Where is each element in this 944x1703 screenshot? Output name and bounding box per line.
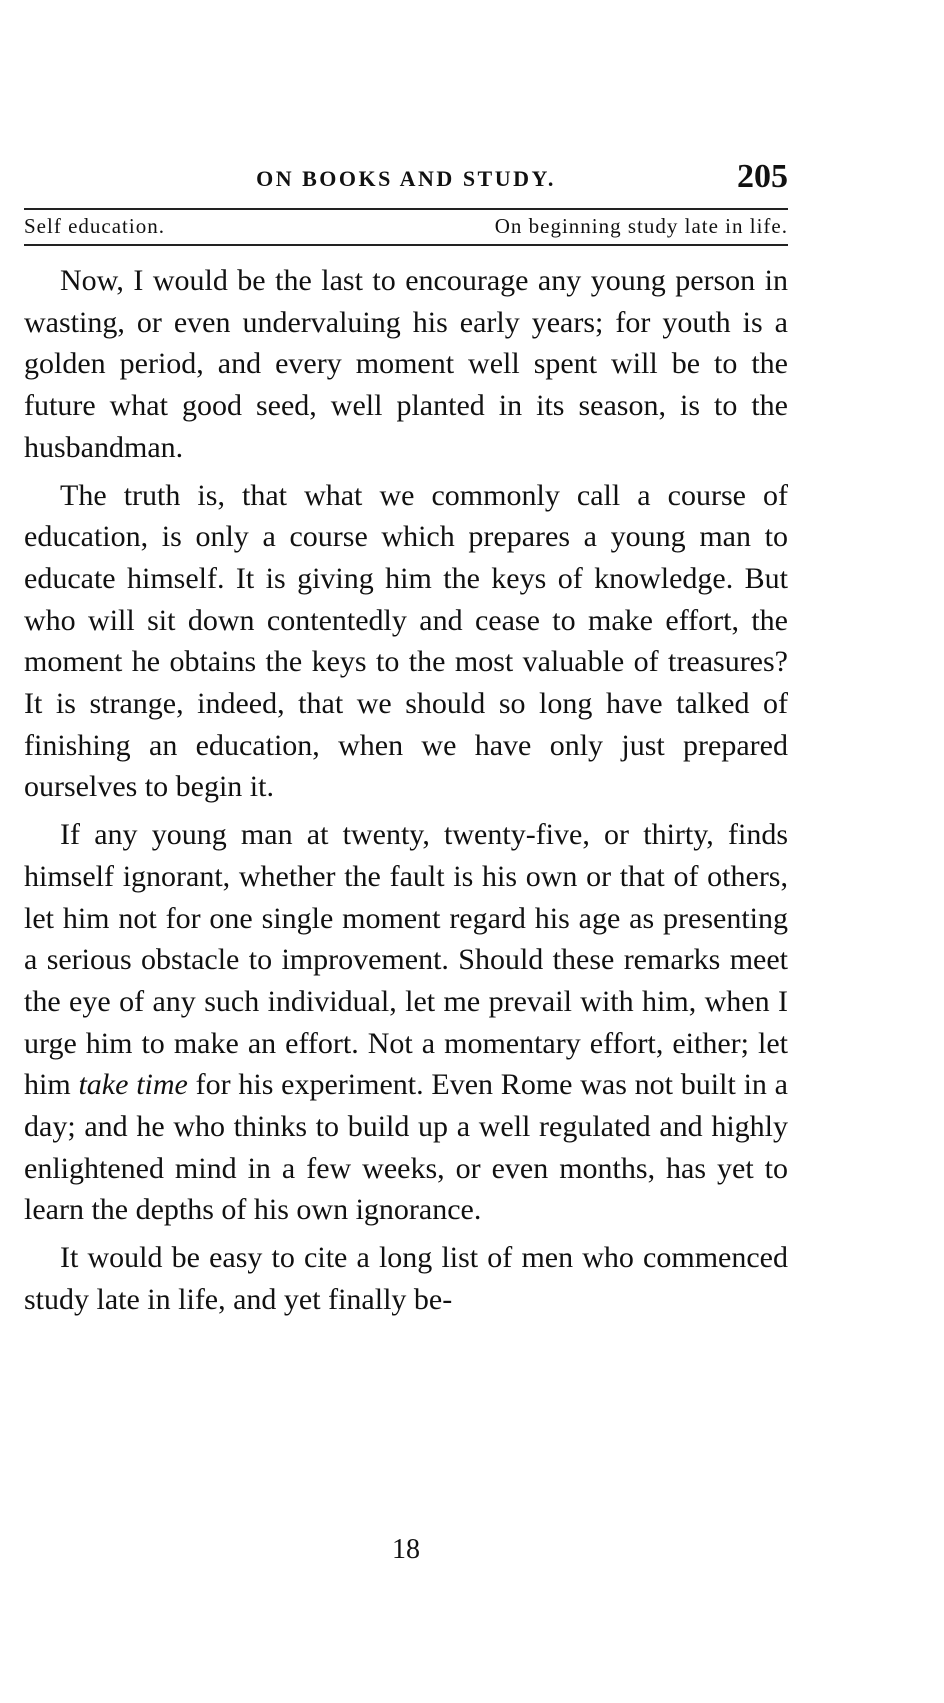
signature-mark: 18 (392, 1534, 420, 1565)
paragraph-1: Now, I would be the last to encourage any young person in wasting, or even undervaluing his early years; for youth is a golden period, and every moment well spent will be to the future what good seed, well planted in its season, is to the husbandman. (24, 264, 788, 464)
left-subhead: Self education. (24, 214, 165, 238)
running-head-title: ON BOOKS AND STUDY. (256, 166, 556, 191)
page-number: 205 (737, 158, 788, 195)
body-text (24, 260, 788, 1327)
emphasis-take-time: take time (78, 1068, 188, 1102)
paragraph-3-part-2: for his experiment. Even Rome was not built in a day; and he who thinks to build up a well regulated and highly enlightened mind in a few weeks, or even months, has yet to learn the depths of his own ignorance. (24, 1068, 788, 1227)
running-head (24, 158, 788, 200)
paragraph-4: It would be easy to cite a long list of men who commenced study late in life, and yet finally be- (24, 1241, 788, 1316)
paragraph-3-part-1: If any young man at twenty, twenty-five, or thirty, finds himself ignorant, whether the fault is his own or that of others, let him not for one single moment regard his age as presenting a serious obstacle to improvement. Should these remarks meet the eye of any such individual, let me prevail with him, when I urge him to make an effort. Not a momentary effort, either; let him (24, 818, 788, 1102)
header-rule-top (24, 208, 788, 210)
paragraph-2: The truth is, that what we commonly call a course of education, is only a course which prepares a young man to educate himself. It is giving him the keys of knowledge. But who will sit down contentedly and cease to make effort, the moment he obtains the keys to the most valuable of treasures? It is strange, indeed, that we should so long have talked of finishing an education, when we have only just prepared ourselves to begin it. (24, 478, 788, 804)
header-rule-bottom (24, 244, 788, 246)
right-subhead: On beginning study late in life. (494, 214, 788, 238)
paragraph-3 (24, 814, 788, 1231)
